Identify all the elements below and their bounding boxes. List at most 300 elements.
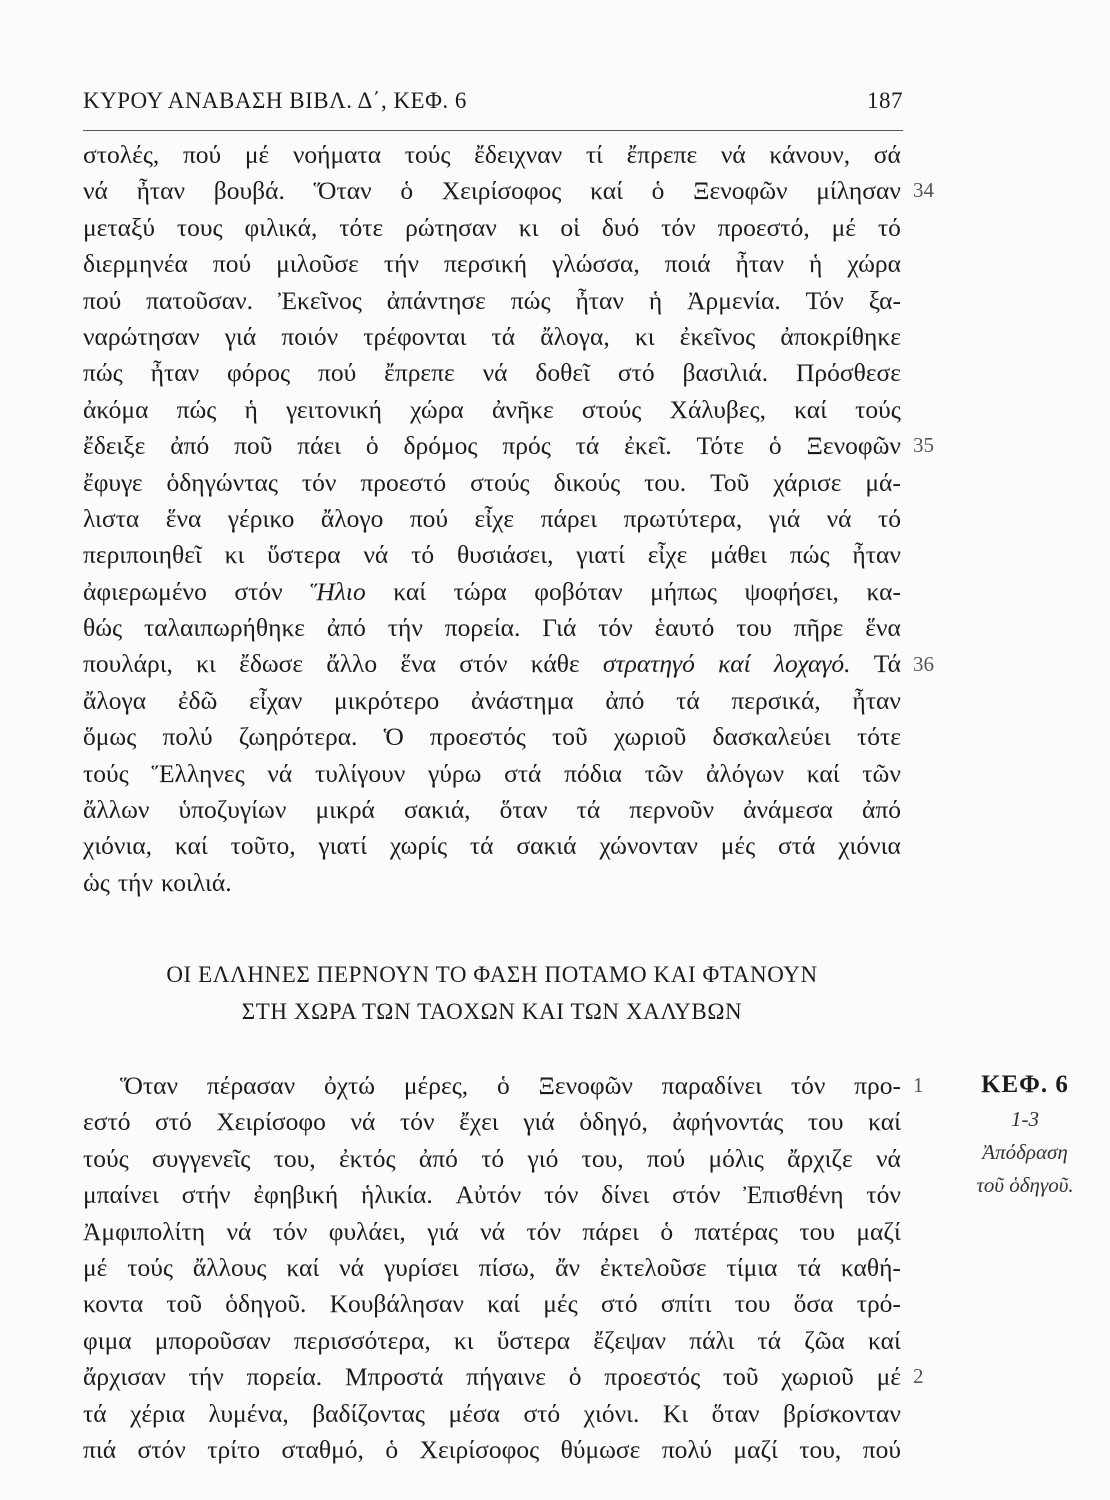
word: ἀφιερωμένο — [83, 576, 207, 606]
word: πῆρε — [793, 613, 844, 643]
word: ὅμως — [83, 722, 137, 752]
word: ἑαυτό — [654, 613, 715, 643]
word: γλώσσα, — [552, 249, 640, 279]
word: χώρα — [410, 394, 464, 424]
word: στόν — [234, 576, 283, 606]
word: ρώτησαν — [405, 212, 497, 242]
word: Χειρίσοφο — [216, 1107, 326, 1137]
word: δυό — [601, 212, 640, 242]
word: πατοῦσαν. — [146, 285, 254, 315]
word: του, — [799, 1434, 842, 1464]
margin-line-number: 35 — [913, 433, 934, 458]
word: Χάλυβες, — [669, 394, 766, 424]
word: στά — [778, 831, 816, 861]
word: καί — [806, 758, 840, 788]
word: ἔδειχναν — [474, 140, 563, 169]
word: γιά — [427, 1216, 459, 1246]
word: ἄν — [555, 1252, 580, 1282]
word: νά — [480, 1216, 506, 1246]
word: ἀφήνοντάς — [672, 1107, 784, 1137]
word: ποιόν — [281, 321, 339, 351]
text-line — [83, 1359, 901, 1395]
word: ναρώτησαν — [83, 321, 200, 351]
text-line — [83, 646, 901, 682]
word: ἔδειξε — [83, 431, 146, 461]
word: ἔπρεπε — [626, 140, 698, 169]
word: πώς — [83, 358, 123, 388]
word: γιά — [768, 503, 801, 533]
word: Γιά — [542, 613, 577, 643]
text-line — [83, 610, 901, 646]
text-line — [83, 137, 901, 173]
word: καί — [868, 1107, 901, 1137]
word: τά — [575, 431, 600, 461]
word: Ξενοφῶν — [693, 176, 788, 206]
word: πίσω, — [478, 1252, 536, 1282]
word: περισσότερα, — [293, 1325, 431, 1355]
word: τούς — [83, 1143, 129, 1173]
word: Ἀμφιπολίτη — [83, 1216, 206, 1246]
word: δοθεῖ — [535, 358, 590, 388]
word: χώνονταν — [599, 831, 698, 861]
word: κι — [518, 212, 539, 242]
word: δίνει — [601, 1180, 650, 1210]
word: μικρά — [315, 795, 375, 825]
word: στολές, — [83, 140, 160, 169]
word: τό — [877, 212, 901, 242]
word: ἀποκρίθηκε — [780, 321, 901, 351]
text-line — [83, 1177, 901, 1213]
word: ὑποζυγίων — [178, 795, 287, 825]
word: γιά — [523, 1107, 555, 1137]
word: Κουβάλησαν — [329, 1289, 464, 1319]
word: ἦταν — [150, 358, 200, 388]
word: Μπροστά — [344, 1362, 444, 1392]
word: τόν — [543, 1180, 579, 1210]
word: σακιά, — [404, 795, 471, 825]
word: εστό — [83, 1107, 131, 1137]
word: δασκαλεύει — [712, 722, 831, 752]
word: ἄλογο — [320, 503, 384, 533]
word: τόν — [866, 1180, 901, 1210]
word: κι — [196, 649, 216, 679]
word: στά — [504, 758, 542, 788]
word: χάρισε — [773, 467, 842, 497]
word: εἶχε — [647, 540, 688, 570]
word: γιά — [224, 321, 257, 351]
word: ἔχει — [459, 1107, 499, 1137]
word: περιποιηθεῖ — [83, 540, 202, 570]
word: σακιά — [516, 831, 577, 861]
word: περσική — [443, 249, 528, 279]
word: καί — [487, 1289, 520, 1319]
word: ἡ — [648, 285, 663, 315]
word: ξα- — [868, 285, 901, 315]
sidenote-title: Ἀπόδραση — [982, 1140, 1068, 1164]
word: νά — [363, 540, 389, 570]
word: Ὁ — [383, 722, 404, 752]
text-line — [83, 1068, 901, 1104]
word: του — [734, 1289, 771, 1319]
word: τά — [469, 831, 494, 861]
word: τῶν — [644, 758, 684, 788]
word: τοῦ — [722, 1362, 759, 1392]
word: κάνουν, — [769, 140, 851, 169]
word: διερμηνέα — [83, 249, 188, 279]
word: εἶχε — [474, 503, 515, 533]
word: κοντα — [83, 1289, 144, 1319]
word: καί — [286, 1252, 320, 1282]
word: τήν — [117, 867, 154, 897]
word: ἄλλων — [83, 795, 150, 825]
word: πατέρας — [694, 1216, 778, 1246]
word: ἄρχιζε — [787, 1143, 853, 1173]
word: μαζί — [856, 1216, 901, 1246]
word: ἀνῆκε — [491, 394, 554, 424]
word: προεστός — [604, 1362, 701, 1392]
word: του — [807, 1107, 844, 1137]
margin-line-number: 2 — [913, 1364, 924, 1389]
word: Ἀρμενία. — [687, 285, 781, 315]
word: στόν — [672, 1180, 721, 1210]
text-line — [83, 355, 901, 391]
word: χώρα — [847, 249, 901, 279]
text-line — [83, 319, 901, 355]
word: λυμένα, — [208, 1398, 289, 1428]
word: τρίτο — [207, 1434, 261, 1464]
word: ὁδηγό, — [579, 1107, 648, 1137]
sidenote-title: τοῦ ὁδηγοῦ. — [976, 1173, 1074, 1197]
word: ἄλογα — [83, 685, 147, 715]
word: πού — [862, 1434, 901, 1464]
word: ἡ — [244, 394, 258, 424]
word: πού — [409, 503, 449, 533]
word: χωρίς — [389, 831, 448, 861]
word: τά — [676, 685, 700, 715]
word: τό — [878, 503, 901, 533]
word: τόν — [399, 1107, 435, 1137]
word: Τά — [873, 649, 901, 679]
word: ἀπάντησε — [386, 285, 486, 315]
word: εἶχαν — [249, 685, 303, 715]
word: τήν — [383, 249, 419, 279]
word: προεστό, — [717, 212, 810, 242]
word: τούς — [83, 758, 129, 788]
word: πάλι — [689, 1325, 735, 1355]
word: πέρασαν — [206, 1071, 296, 1100]
word: πολύ — [162, 722, 213, 752]
word: λιστα — [83, 503, 140, 533]
running-title: ΚΥΡΟΥ ΑΝΑΒΑΣΗ ΒΙΒΛ. Δ΄, ΚΕΦ. 6 — [83, 88, 467, 113]
word: γιό — [527, 1143, 559, 1173]
word: στό — [600, 1289, 638, 1319]
word: ἕνα — [165, 503, 202, 533]
word: τυλίγουν — [314, 758, 406, 788]
word: πορεία. — [246, 1362, 323, 1392]
word: σά — [873, 140, 901, 169]
word: τόν — [301, 467, 337, 497]
word: δρόμος — [403, 431, 478, 461]
word: ἄλλο — [326, 649, 378, 679]
word: ἀπό — [170, 431, 210, 461]
word: στόν — [137, 1434, 186, 1464]
word: ὕστερα — [496, 1325, 571, 1355]
word: Κι — [662, 1398, 689, 1428]
text-line — [83, 1141, 901, 1177]
word: ἀκόμα — [83, 394, 149, 424]
italic-word: λοχαγό. — [774, 649, 851, 679]
text-line — [83, 828, 901, 864]
text-line — [83, 392, 901, 428]
word: πολύ — [661, 1434, 712, 1464]
margin-line-number: 34 — [913, 178, 934, 203]
text-line — [83, 1396, 901, 1432]
word: τοῦτο, — [230, 831, 296, 861]
word: ὁ — [385, 1434, 399, 1464]
text-line — [83, 428, 901, 464]
word: ὁ — [660, 1216, 674, 1246]
word: καθή- — [840, 1252, 901, 1282]
word: χιόνι. — [583, 1398, 640, 1428]
word: σπίτι — [660, 1289, 712, 1319]
word: στόν — [459, 649, 508, 679]
word: Τόν — [805, 285, 844, 315]
word: στό — [617, 358, 655, 388]
text-line — [83, 210, 901, 246]
text-line — [83, 1286, 901, 1322]
word: τόν — [526, 1216, 561, 1246]
paragraph-1 — [83, 137, 901, 901]
word: τόν — [661, 212, 696, 242]
italic-word: καί — [718, 649, 751, 679]
word: πού — [83, 285, 122, 315]
word: ὁ — [768, 431, 782, 461]
word: ἀλόγων — [705, 758, 785, 788]
text-line — [83, 173, 901, 209]
section-heading — [83, 956, 901, 1030]
word: Τοῦ — [710, 467, 750, 497]
word: Ξενοφῶν — [538, 1071, 633, 1100]
section-heading-line: ΣΤΗ ΧΩΡΑ ΤΩΝ ΤΑΟΧΩΝ ΚΑΙ ΤΩΝ ΧΑΛΥΒΩΝ — [241, 999, 743, 1024]
word: τό — [411, 540, 435, 570]
word: νά — [720, 140, 746, 169]
word: Ἐπισθένη — [743, 1180, 844, 1210]
word: τόν — [790, 1071, 826, 1100]
word: κάθε — [530, 649, 580, 679]
word: ὁδηγοῦ. — [225, 1289, 307, 1319]
word: ἐκτός — [338, 1143, 396, 1173]
word: θώς — [83, 613, 123, 643]
word: χιόνια, — [83, 831, 153, 861]
word: γιατί — [576, 540, 625, 570]
word: γύρω — [427, 758, 482, 788]
text-line — [83, 246, 901, 282]
word: πάρει — [540, 503, 598, 533]
word: ζῶα — [804, 1325, 845, 1355]
word: ὕστερα — [267, 540, 341, 570]
word: τίμια — [726, 1252, 778, 1282]
word: ἦταν — [575, 285, 624, 315]
word: κι — [224, 540, 245, 570]
word: ἐκεῖ. — [624, 431, 672, 461]
word: μέ — [831, 212, 857, 242]
word: φιλικά, — [244, 212, 318, 242]
word: ἀνάμεσα — [743, 795, 833, 825]
word: μεταξύ — [83, 212, 155, 242]
word: ἔδωσε — [239, 649, 304, 679]
word: πού — [212, 249, 252, 279]
word: πρός — [502, 431, 551, 461]
word: πόδια — [564, 758, 622, 788]
word: προεστό — [360, 467, 447, 497]
word: τότε — [339, 212, 384, 242]
paragraph-2 — [83, 1068, 901, 1468]
word: πώς — [176, 394, 217, 424]
word: νοήματα — [292, 140, 382, 169]
word: πώς — [510, 285, 551, 315]
word: τά — [576, 795, 601, 825]
word: τοῦ — [551, 722, 588, 752]
word: στούς — [581, 394, 642, 424]
word: θύμωσε — [560, 1434, 641, 1464]
word: ὅταν — [499, 795, 548, 825]
word: τρό- — [856, 1289, 901, 1319]
word: μέρες, — [403, 1071, 469, 1100]
word: πάρει — [582, 1216, 639, 1246]
word: τότε — [856, 722, 901, 752]
word: μάθει — [710, 540, 767, 570]
word: Πρόσθεσε — [795, 358, 901, 388]
word: μπαίνει — [83, 1180, 159, 1210]
word: τί — [585, 140, 603, 169]
word: νά — [339, 1252, 364, 1282]
word: τά — [491, 321, 516, 351]
word: ἐκτελοῦσε — [599, 1252, 707, 1282]
word: νά — [482, 358, 508, 388]
word: τά — [757, 1325, 782, 1355]
word: νά — [226, 1216, 252, 1246]
word: μά- — [865, 467, 901, 497]
word: ὁ — [568, 1362, 582, 1392]
word: περσικά, — [731, 685, 821, 715]
word: ἀνάστημα — [471, 685, 574, 715]
word: Ὅταν — [313, 176, 372, 206]
word: ἦταν — [852, 685, 901, 715]
word: γειτονική — [286, 394, 382, 424]
italic-word: στρατηγό — [602, 649, 695, 679]
word: νά — [267, 758, 293, 788]
word: πού — [317, 358, 357, 388]
word: ἀπό — [418, 1143, 458, 1173]
word: νά — [83, 176, 108, 206]
word: τρέφονται — [363, 321, 467, 351]
word: μικρότερο — [334, 685, 440, 715]
word: νά — [875, 1143, 901, 1173]
word: βρίσκονταν — [782, 1398, 901, 1428]
word: ὁ — [496, 1071, 510, 1100]
word: μέ — [83, 1252, 108, 1282]
word: μίλησαν — [816, 176, 901, 206]
word: φόρος — [227, 358, 291, 388]
margin-line-number: 36 — [913, 651, 934, 676]
word: χέρια — [130, 1398, 186, 1428]
word: μέ — [244, 140, 270, 169]
word: στήν — [181, 1180, 231, 1210]
word: καί — [174, 831, 208, 861]
word: μόλις — [708, 1143, 764, 1173]
word: γυρίσει — [383, 1252, 459, 1282]
word: χωριοῦ — [781, 1362, 854, 1392]
text-line — [83, 1323, 901, 1359]
word: ὅταν — [711, 1398, 760, 1428]
word: ὁ — [365, 431, 379, 461]
word: τοῦ — [166, 1289, 203, 1319]
word: νά — [826, 503, 852, 533]
word: ἔπρεπε — [384, 358, 455, 388]
word: βασιλιά. — [682, 358, 769, 388]
word: ποιά — [664, 249, 711, 279]
word: τήν — [188, 1362, 224, 1392]
word: ἐκεῖνος — [679, 321, 756, 351]
word: πώς — [789, 540, 830, 570]
word: μαζί — [733, 1434, 778, 1464]
word: καί — [794, 394, 828, 424]
word: πού — [182, 140, 222, 169]
italic-word: Ἥλιο — [310, 576, 366, 606]
sidenote-chapter: ΚΕΦ. 6 — [981, 1071, 1069, 1098]
word: παραδίνει — [661, 1071, 763, 1100]
word: στούς — [470, 467, 530, 497]
text-line — [83, 537, 901, 573]
word: στό — [155, 1107, 192, 1137]
word: ἦταν — [735, 249, 785, 279]
word: ὡς — [83, 867, 110, 897]
word: προ- — [854, 1071, 901, 1100]
text-line — [83, 756, 901, 792]
word: ἕνα — [865, 613, 901, 643]
text-line — [83, 1432, 901, 1468]
word: ὀχτώ — [323, 1071, 376, 1100]
word: κι — [453, 1325, 474, 1355]
word: ἀπό — [605, 685, 645, 715]
word: ὁδηγώντας — [166, 467, 278, 497]
word: πάει — [297, 431, 342, 461]
word: ἔζεψαν — [593, 1325, 667, 1355]
word: Ἐκεῖνος — [277, 285, 362, 315]
text-line — [83, 865, 901, 901]
word: πιά — [83, 1434, 117, 1464]
word: ταλαιπωρήθηκε — [143, 613, 306, 643]
word: ἦταν — [136, 176, 186, 206]
word: ἀπό — [326, 613, 366, 643]
word: ἀπό — [861, 795, 901, 825]
word: στό — [523, 1398, 561, 1428]
word: τά — [83, 1398, 107, 1428]
text-line — [83, 683, 901, 719]
word: τούς — [127, 1252, 174, 1282]
text-line — [83, 1214, 901, 1250]
word: γιατί — [318, 831, 368, 861]
word: οἱ — [560, 212, 580, 242]
word: μές — [720, 831, 756, 861]
page-number: 187 — [867, 88, 903, 113]
word: βαδίζοντας — [312, 1398, 425, 1428]
word: Ἕλληνες — [151, 758, 245, 788]
word: προεστός — [429, 722, 526, 752]
word: ψοφήσει, — [744, 576, 839, 606]
word: τώρα — [453, 576, 507, 606]
word: ποῦ — [234, 431, 273, 461]
